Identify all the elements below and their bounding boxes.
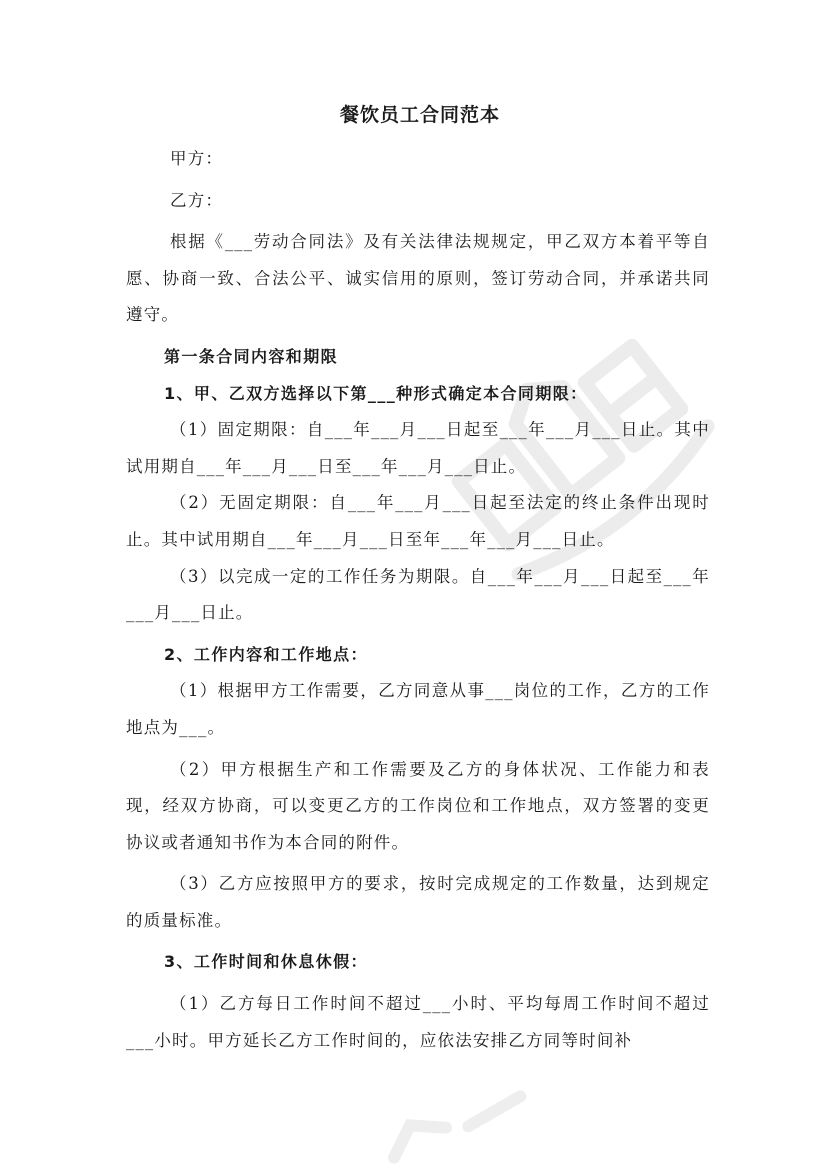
section-1-item-2: （2）无固定期限：自___年___月___日起至法定的终止条件出现时止。其中试用期自___年___月___日至年___年___月___日止。 xyxy=(126,493,710,549)
party-b-line: 乙方： xyxy=(170,190,224,210)
section-2-item-3: （3）乙方应按照甲方的要求，按时完成规定的工作数量，达到规定的质量标准。 xyxy=(126,874,710,930)
section-1-heading: 1、甲、乙双方选择以下第___种形式确定本合同期限： xyxy=(164,383,588,403)
section-2-item-2: （2）甲方根据生产和工作需要及乙方的身体状况、工作能力和表现，经双方协商，可以变更乙方的工作岗位和工作地点，双方签署的变更协议或者通知书作为本合同的附件。 xyxy=(126,759,710,852)
party-a-line: 甲方： xyxy=(170,149,224,168)
section-3-item-1: （1）乙方每日工作时间不超过___小时、平均每周工作时间不超过___小时。甲方延长乙方工作时间的，应依法安排乙方同等时间补 xyxy=(126,994,710,1050)
section-1-item-1: （1）固定期限：自___年___月___日起至___年___月___日止。其中试用期自___年___月___日至___年___月___日止。 xyxy=(126,420,710,476)
section-3-heading: 3、工作时间和休息休假： xyxy=(164,952,368,972)
document-body xyxy=(126,96,710,1059)
intro-paragraph: 根据《___劳动合同法》及有关法律法规规定，甲乙双方本着平等自愿、协商一致、合法公平、诚实信用的原则，签订劳动合同，并承诺共同遵守。 xyxy=(126,232,710,325)
document-title: 餐饮员工合同范本 xyxy=(339,104,500,126)
watermark xyxy=(300,1080,560,1174)
section-2-item-1: （1）根据甲方工作需要，乙方同意从事___岗位的工作，乙方的工作地点为___。 xyxy=(126,681,710,737)
article-1-heading: 第一条合同内容和期限 xyxy=(164,346,339,366)
section-1-item-3: （3）以完成一定的工作任务为期限。自___年___月___日起至___年___月___日止。 xyxy=(126,566,710,623)
section-2-heading: 2、工作内容和工作地点： xyxy=(164,644,368,664)
